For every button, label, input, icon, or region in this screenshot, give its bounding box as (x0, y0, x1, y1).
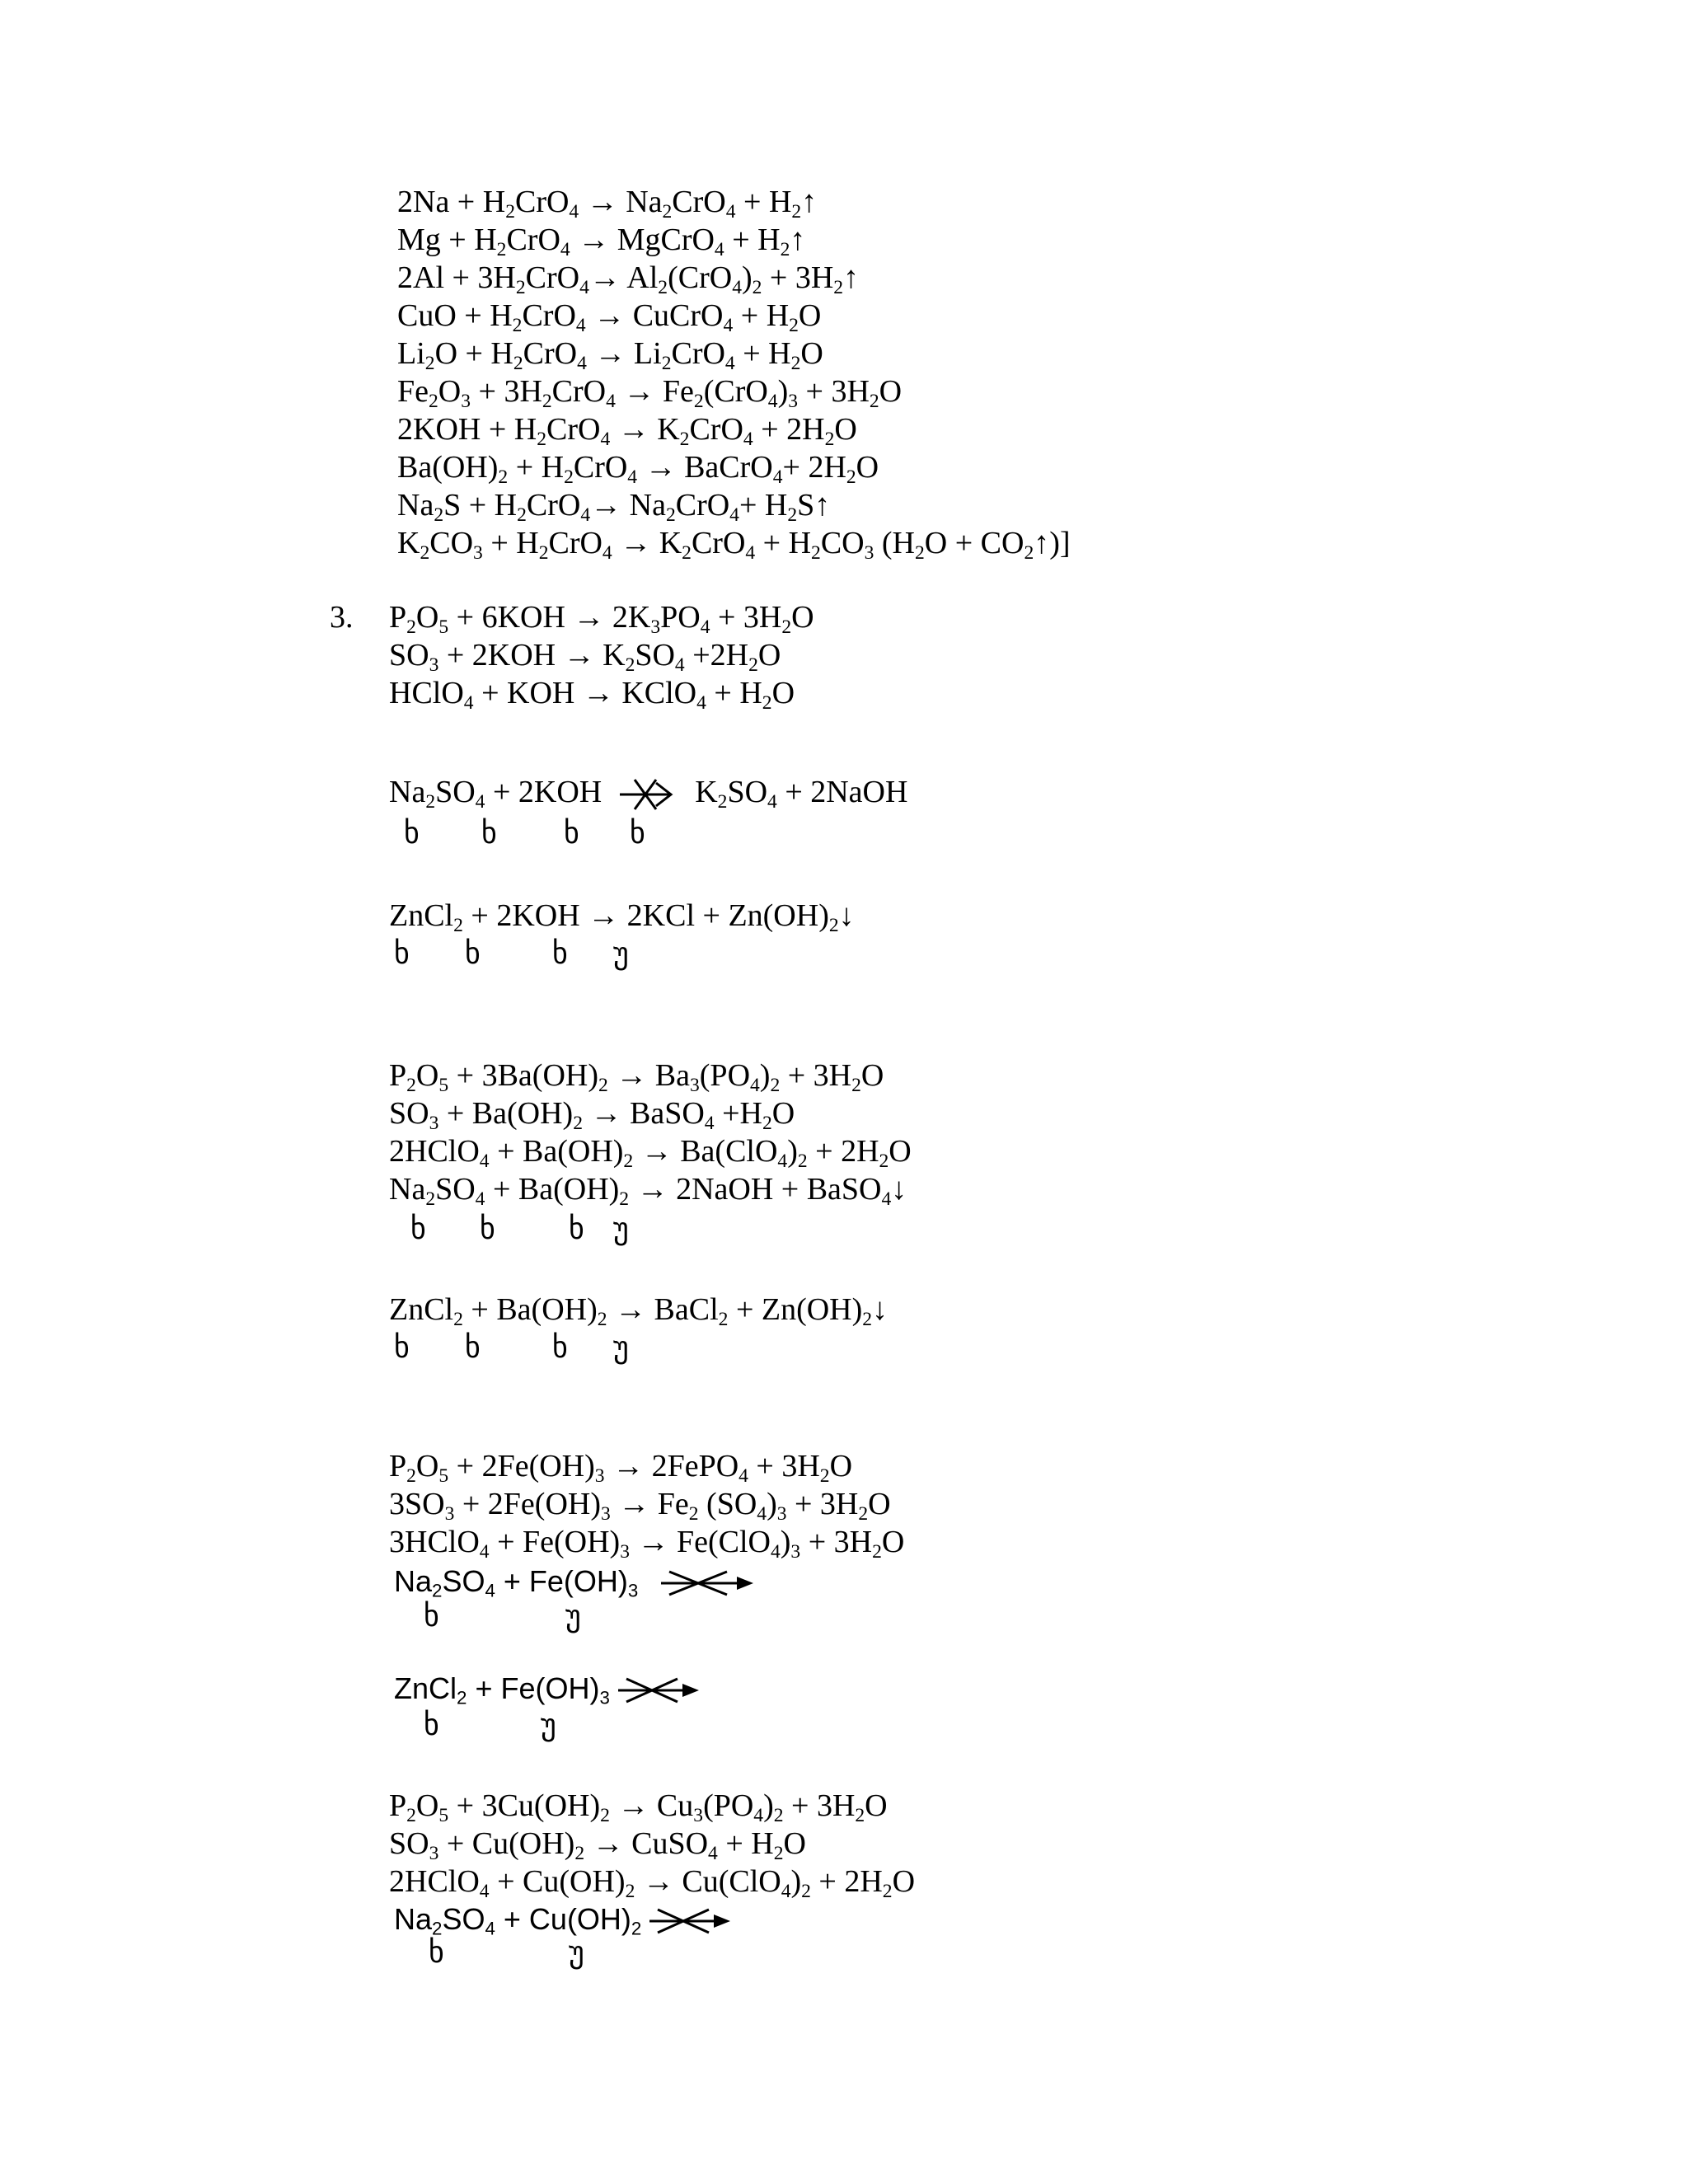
solubility-label: უ (613, 1331, 629, 1365)
section-number: 3. (330, 600, 354, 635)
equation-line: $Ba(OH)_2 + H_2CrO_4$ → BaCrO$_4$+ $2H_2O$ (397, 450, 879, 489)
equation-line: $Li_2O + H_2CrO_4 \to Li_2CrO_4 + H_2O$ (397, 336, 823, 375)
solubility-label: უ (613, 1212, 629, 1246)
solubility-label: ხ (569, 1212, 584, 1246)
solubility-labels (389, 1213, 719, 1246)
solubility-label: ხ (404, 817, 420, 851)
no-reaction-arrow-icon (649, 1905, 732, 1938)
equation-line: $Fe_2O_3 + 3H_2CrO_4 \to Fe_2(CrO_4)_3 + 3H_2O$ (397, 374, 903, 413)
solubility-label: უ (569, 1936, 584, 1970)
no-reaction-arrow-icon (618, 1674, 701, 1707)
equation-line: ZnCl$_2$ + $Ba(OH)_2$ → BaCl$_2$ + $Zn(OH)_2↓$ (389, 1292, 889, 1331)
solubility-labels (389, 818, 719, 851)
equation-line (394, 1563, 757, 1601)
solubility-labels (389, 1601, 719, 1633)
equation-line: $Na_2SO_4 + Ba(OH)_2$ → 2NaOH + BaSO$_4$↓ (389, 1172, 907, 1211)
equation-line (394, 1670, 701, 1708)
solubility-labels (389, 938, 719, 971)
equation-line: ZnCl$_2$ + $2KOH \to 2KCl + Zn(OH)_2↓$ (389, 898, 855, 937)
equation-line: $SO_3 + 2KOH \to K_2SO_4 +2H_2O$ (389, 638, 781, 677)
solubility-label: ხ (394, 937, 410, 971)
solubility-label: უ (541, 1708, 556, 1742)
solubility-label: ხ (410, 1212, 426, 1246)
solubility-label: ხ (394, 1331, 410, 1365)
solubility-label: ხ (564, 817, 579, 851)
equation-line: $Mg + H_2CrO_4$ → MgCrO$_4$ + $H_2↑$ (397, 223, 806, 261)
solubility-label: ხ (424, 1600, 439, 1633)
solubility-label: ხ (429, 1936, 444, 1970)
equation-line (389, 773, 907, 813)
solubility-label: ხ (552, 937, 568, 971)
no-reaction-arrow-icon (658, 1567, 757, 1600)
solubility-label: ხ (481, 817, 497, 851)
equation-line: 2HClO$_4$ + $Ba(OH)_2 \to Ba(ClO_4)_2 + 2H_2O$ (389, 1134, 912, 1173)
solubility-labels (389, 1332, 719, 1365)
equation-line: $P_2O_5 + 3Ba(OH)_2 \to Ba_3(PO_4)_2 + 3H_2O$ (389, 1058, 884, 1097)
reactants: ZnCl$_2$ + $Fe(OH)_3$ (394, 1671, 610, 1708)
equation-line: $SO_3 + Cu(OH)_2$ → CuSO$_4$ + $H_2O$ (389, 1826, 806, 1865)
reactants: $Na_2SO_4 + Fe(OH)_3$ (394, 1564, 639, 1601)
solubility-label: ხ (630, 817, 645, 851)
solubility-labels (389, 1709, 719, 1742)
equation-line: $K_2CO_3 + H_2CrO_4 \to K_2CrO_4 + H_2CO_3$ ($H_2O$ + $CO_2↑$)] (397, 526, 1071, 565)
equation-line: $3SO_3 + 2Fe(OH)_3 \to Fe_2$ $(SO_4)_3 + 3H_2O$ (389, 1487, 891, 1526)
no-reaction-arrow-icon (618, 776, 676, 813)
equation-line: $2KOH + H_2CrO_4 \to K_2CrO_4 + 2H_2O$ (397, 412, 857, 451)
equation-line: $P_2O_5 + 6KOH \to 2K_3PO_4 + 3H_2O$ (389, 600, 814, 639)
solubility-label: ხ (424, 1708, 439, 1742)
solubility-labels (389, 1937, 719, 1970)
equation-line: $SO_3 + Ba(OH)_2$ → BaSO$_4$ $+H_2O$ (389, 1096, 795, 1135)
reactants: $Na_2SO_4 + Cu(OH)_2$ (394, 1902, 642, 1939)
solubility-label: ხ (480, 1212, 495, 1246)
equation-line: $P_2O_5 + 3Cu(OH)_2 \to Cu_3(PO_4)_2 + 3H_2O$ (389, 1788, 888, 1827)
equation-line: CuO + $H_2CrO_4$ → CuCrO$_4$ + $H_2O$ (397, 298, 822, 337)
solubility-label: ხ (465, 1331, 481, 1365)
equation-line (394, 1900, 732, 1938)
equation-line: $P_2O_5 + 2Fe(OH)_3$ → 2FePO$_4$ + $3H_2O$ (389, 1449, 853, 1488)
products: $K_2SO_4$ + 2NaOH (695, 775, 908, 813)
solubility-label: უ (613, 937, 629, 971)
solubility-label: ხ (552, 1331, 568, 1365)
equation-line: HClO$_4$ + KOH → KClO$_4$ + $H_2O$ (389, 676, 795, 715)
equation-line: 3HClO$_4$ + $Fe(OH)_3 \to Fe(ClO_4)_3 + 3H_2O$ (389, 1525, 905, 1563)
equation-line: 2HClO$_4$ + $Cu(OH)_2 \to Cu(ClO_4)_2 + 2H_2O$ (389, 1864, 916, 1903)
equation-line: $Na_2S + H_2CrO_4\to Na_2CrO_4+$ $H_2S↑$ (397, 488, 831, 527)
equation-line: $2Al + 3H_2CrO_4\to Al_2(CrO_4)_2$ + $3H_2↑$ (397, 260, 860, 299)
reactants: $Na_2SO_4 + 2KOH$ (389, 775, 603, 813)
solubility-label: ხ (465, 937, 481, 971)
solubility-label: უ (565, 1600, 581, 1633)
equation-line: $2Na + H_2CrO_4 \to Na_2CrO_4$ + $H_2↑$ (397, 185, 818, 223)
